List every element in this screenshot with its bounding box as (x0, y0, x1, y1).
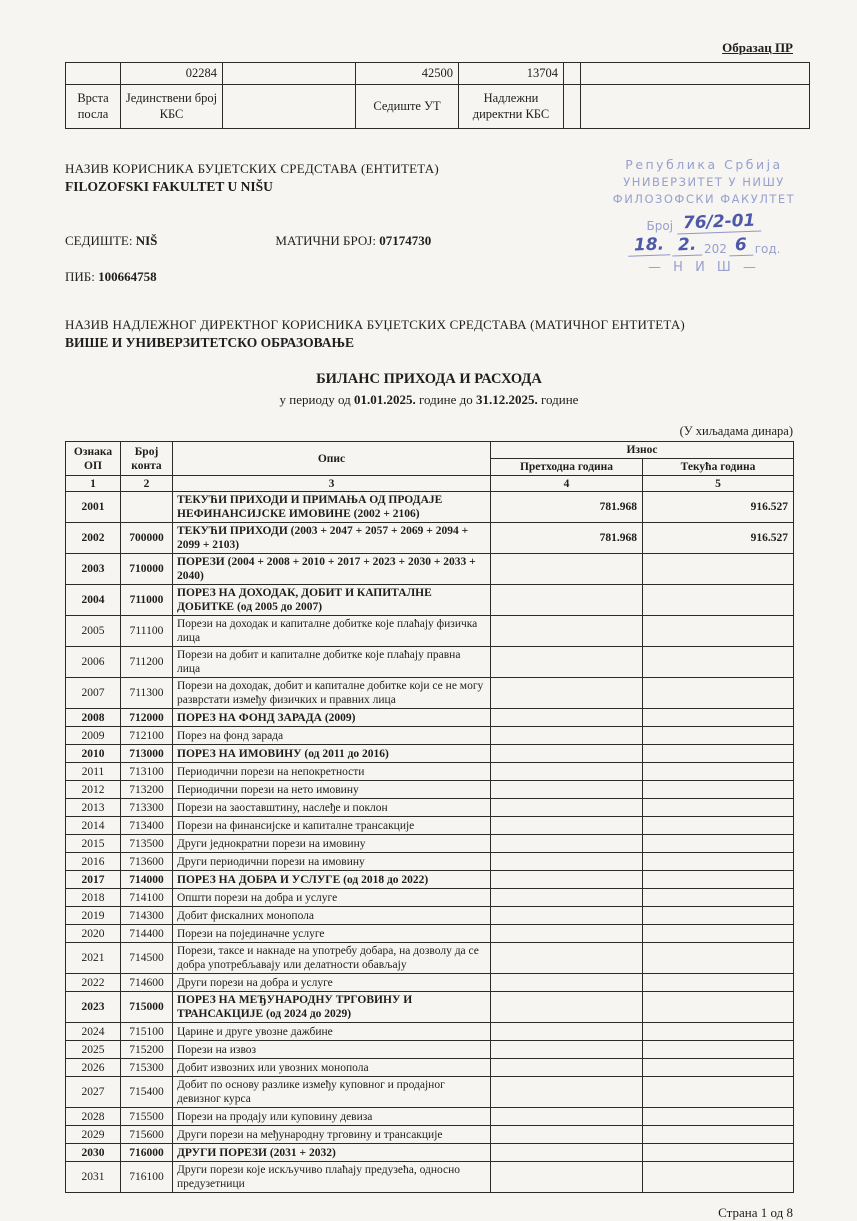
desc-cell: Порези, таксе и накнаде на употребу добара, на дозволу да се добра употребљавају или делатности обављају (173, 943, 491, 974)
op-cell: 2003 (66, 554, 121, 585)
op-cell: 2014 (66, 817, 121, 835)
konto-cell (121, 492, 173, 523)
op-cell: 2004 (66, 585, 121, 616)
op-cell: 2009 (66, 727, 121, 745)
curr-cell: 916.527 (643, 523, 794, 554)
prev-cell (491, 616, 643, 647)
form-label (65, 40, 793, 56)
konto-cell: 714000 (121, 871, 173, 889)
prev-cell (491, 781, 643, 799)
konto-cell: 715000 (121, 992, 173, 1023)
report-period (65, 392, 793, 408)
prev-cell (491, 1023, 643, 1041)
prev-cell (491, 974, 643, 992)
desc-cell: Порези на доходак, добит и капиталне добитке који се не могу разврстати између физичких и правних лица (173, 678, 491, 709)
curr-cell (643, 647, 794, 678)
col-num-4: 4 (491, 476, 643, 492)
main-table-body (66, 492, 794, 1193)
parent-entity-value: ВИШЕ И УНИВЕРЗИТЕТСКО ОБРАЗОВАЊЕ (65, 335, 355, 350)
header-prev-year: Претходна година (491, 459, 643, 476)
prev-cell (491, 1126, 643, 1144)
konto-cell: 715200 (121, 1041, 173, 1059)
desc-cell: ПОРЕЗ НА ФОНД ЗАРАДА (2009) (173, 709, 491, 727)
header-curr-year: Текућа година (643, 459, 794, 476)
prev-cell: 781.968 (491, 523, 643, 554)
curr-cell (643, 1144, 794, 1162)
prev-cell (491, 1144, 643, 1162)
curr-cell (643, 974, 794, 992)
op-cell: 2020 (66, 925, 121, 943)
table-row (66, 647, 794, 678)
desc-cell: ПОРЕЗИ (2004 + 2008 + 2010 + 2017 + 2023 + 2030 + 2033 + 2040) (173, 554, 491, 585)
prev-cell (491, 889, 643, 907)
kbs-number-label: Јединствени број КБС (121, 85, 223, 129)
konto-cell: 716100 (121, 1162, 173, 1193)
col-num-2: 2 (121, 476, 173, 492)
konto-cell: 710000 (121, 554, 173, 585)
op-cell: 2002 (66, 523, 121, 554)
curr-cell (643, 554, 794, 585)
konto-cell: 715400 (121, 1077, 173, 1108)
table-row (66, 992, 794, 1023)
blank-value (223, 63, 356, 85)
vrsta-posla-value (66, 63, 121, 85)
curr-cell (643, 1126, 794, 1144)
curr-cell (643, 1023, 794, 1041)
table-row (66, 817, 794, 835)
stamp-date-line (593, 234, 815, 256)
table-row (66, 925, 794, 943)
table-row (66, 799, 794, 817)
table-row (66, 678, 794, 709)
period-suffix: године (541, 392, 579, 407)
prev-cell (491, 1077, 643, 1108)
form-label-text: Образац ПР (722, 40, 793, 55)
wide-blank-label (581, 85, 810, 129)
stamp-country: Република Србија (625, 157, 783, 172)
seat-pair (65, 233, 157, 249)
institution-stamp (593, 157, 815, 275)
header-amount: Износ (491, 442, 794, 459)
table-row (66, 1162, 794, 1193)
konto-cell: 711100 (121, 616, 173, 647)
narrow-blank-value (564, 63, 581, 85)
prev-cell (491, 907, 643, 925)
curr-cell (643, 853, 794, 871)
konto-cell: 700000 (121, 523, 173, 554)
desc-cell: Други периодични порези на имовину (173, 853, 491, 871)
desc-cell: ПОРЕЗ НА МЕЂУНАРОДНУ ТРГОВИНУ И ТРАНСАКЦИЈЕ (од 2024 до 2029) (173, 992, 491, 1023)
desc-cell: Порези на заоставштину, наслеђе и поклон (173, 799, 491, 817)
curr-cell (643, 817, 794, 835)
konto-cell: 714500 (121, 943, 173, 974)
konto-cell: 714300 (121, 907, 173, 925)
nadlezni-kbs-label: Надлежни директни КБС (459, 85, 564, 129)
table-row (66, 492, 794, 523)
wide-blank-value (581, 63, 810, 85)
income-statement-table (65, 441, 794, 1193)
desc-cell: Порези на добит и капиталне добитке које плаћају правна лица (173, 647, 491, 678)
prev-cell (491, 853, 643, 871)
entity-name-value: FILOZOFSKI FAKULTET U NIŠU (65, 179, 273, 194)
desc-cell: Други порези на међународну трговину и трансакције (173, 1126, 491, 1144)
curr-cell (643, 678, 794, 709)
prev-cell (491, 992, 643, 1023)
prev-cell (491, 1162, 643, 1193)
prev-cell (491, 585, 643, 616)
op-cell: 2026 (66, 1059, 121, 1077)
sediste-ut-label: Седиште УТ (356, 85, 459, 129)
narrow-blank-label (564, 85, 581, 129)
curr-cell (643, 943, 794, 974)
prev-cell (491, 727, 643, 745)
prev-cell (491, 1041, 643, 1059)
report-title: БИЛАНС ПРИХОДА И РАСХОДА (316, 371, 542, 387)
curr-cell (643, 585, 794, 616)
op-cell: 2027 (66, 1077, 121, 1108)
col-num-1: 1 (66, 476, 121, 492)
desc-cell: Порези на извоз (173, 1041, 491, 1059)
table-row (66, 853, 794, 871)
curr-cell (643, 889, 794, 907)
table-row (66, 1023, 794, 1041)
stamp-year-handwritten: 6 (729, 237, 753, 257)
konto-cell: 712100 (121, 727, 173, 745)
curr-cell (643, 1041, 794, 1059)
desc-cell: ПОРЕЗ НА ИМОВИНУ (од 2011 до 2016) (173, 745, 491, 763)
curr-cell (643, 1162, 794, 1193)
prev-cell (491, 817, 643, 835)
curr-cell (643, 1108, 794, 1126)
table-row (66, 745, 794, 763)
column-numbers-row (66, 476, 794, 492)
table-row (66, 523, 794, 554)
curr-cell (643, 871, 794, 889)
op-cell: 2030 (66, 1144, 121, 1162)
table-row (66, 585, 794, 616)
op-cell: 2008 (66, 709, 121, 727)
desc-cell: Други порези на добра и услуге (173, 974, 491, 992)
table-row (66, 889, 794, 907)
registry-label: МАТИЧНИ БРОЈ: (275, 233, 376, 248)
stamp-month-handwritten: 2. (671, 236, 702, 256)
stamp-university: УНИВЕРЗИТЕТ У НИШУ (623, 175, 785, 189)
op-cell: 2023 (66, 992, 121, 1023)
registry-pair (275, 233, 431, 249)
desc-cell: Други порези које искључиво плаћају предузећа, односно предузетници (173, 1162, 491, 1193)
period-prefix: у периоду од (279, 392, 351, 407)
pib-label: ПИБ: (65, 269, 95, 284)
prev-cell (491, 678, 643, 709)
konto-cell: 711200 (121, 647, 173, 678)
table-row (66, 781, 794, 799)
header-desc: Опис (173, 442, 491, 476)
curr-cell (643, 799, 794, 817)
table-header (66, 442, 794, 492)
table-row (66, 974, 794, 992)
prev-cell (491, 709, 643, 727)
table-row (66, 1077, 794, 1108)
op-cell: 2017 (66, 871, 121, 889)
konto-cell: 713200 (121, 781, 173, 799)
konto-cell: 711300 (121, 678, 173, 709)
op-cell: 2005 (66, 616, 121, 647)
header-konto: Број конта (121, 442, 173, 476)
desc-cell: ТЕКУЋИ ПРИХОДИ И ПРИМАЊА ОД ПРОДАЈЕ НЕФИНАНСИЈСКЕ ИМОВИНЕ (2002 + 2106) (173, 492, 491, 523)
nadlezni-kbs-value: 13704 (459, 63, 564, 85)
registry-value: 07174730 (379, 233, 432, 248)
desc-cell: ПОРЕЗ НА ДОБРА И УСЛУГЕ (од 2018 до 2022) (173, 871, 491, 889)
curr-cell (643, 763, 794, 781)
op-cell: 2011 (66, 763, 121, 781)
curr-cell (643, 616, 794, 647)
konto-cell: 713400 (121, 817, 173, 835)
op-cell: 2029 (66, 1126, 121, 1144)
stamp-faculty: ФИЛОЗОФСКИ ФАКУЛТЕТ (612, 192, 796, 206)
table-row (66, 727, 794, 745)
konto-cell: 713000 (121, 745, 173, 763)
id-header-table (65, 62, 810, 129)
curr-cell: 916.527 (643, 492, 794, 523)
vrsta-posla-label: Врста посла (66, 85, 121, 129)
stamp-year-suffix: год. (754, 242, 781, 256)
desc-cell: Порези на продају или куповину девиза (173, 1108, 491, 1126)
konto-cell: 713600 (121, 853, 173, 871)
konto-cell: 711000 (121, 585, 173, 616)
konto-cell: 716000 (121, 1144, 173, 1162)
op-cell: 2013 (66, 799, 121, 817)
prev-cell (491, 1108, 643, 1126)
curr-cell (643, 907, 794, 925)
blank-label (223, 85, 356, 129)
period-to-date: 31.12.2025. (476, 392, 538, 407)
op-cell: 2001 (66, 492, 121, 523)
prev-cell (491, 943, 643, 974)
stamp-number-line (593, 210, 815, 234)
prev-cell (491, 871, 643, 889)
table-row (66, 835, 794, 853)
desc-cell: Порез на фонд зарада (173, 727, 491, 745)
table-row (66, 1144, 794, 1162)
stamp-number-label: Број (646, 219, 674, 233)
op-cell: 2024 (66, 1023, 121, 1041)
op-cell: 2025 (66, 1041, 121, 1059)
op-cell: 2031 (66, 1162, 121, 1193)
table-row (66, 907, 794, 925)
desc-cell: Општи порези на добра и услуге (173, 889, 491, 907)
curr-cell (643, 1059, 794, 1077)
id-labels-row (66, 85, 810, 129)
parent-entity-block (65, 317, 793, 351)
curr-cell (643, 1077, 794, 1108)
desc-cell: ТЕКУЋИ ПРИХОДИ (2003 + 2047 + 2057 + 2069 + 2094 + 2099 + 2103) (173, 523, 491, 554)
desc-cell: Периодични порези на непокретности (173, 763, 491, 781)
op-cell: 2028 (66, 1108, 121, 1126)
konto-cell: 714100 (121, 889, 173, 907)
op-cell: 2016 (66, 853, 121, 871)
desc-cell: Порези на финансијске и капиталне трансакције (173, 817, 491, 835)
desc-cell: Периодични порези на нето имовину (173, 781, 491, 799)
units-note: (У хиљадама динара) (679, 424, 793, 438)
konto-cell: 713100 (121, 763, 173, 781)
table-row (66, 1059, 794, 1077)
op-cell: 2007 (66, 678, 121, 709)
prev-cell (491, 1059, 643, 1077)
stamp-number-handwritten: 76/2-01 (677, 213, 762, 235)
col-num-5: 5 (643, 476, 794, 492)
prev-cell (491, 763, 643, 781)
seat-value: NIŠ (135, 233, 158, 248)
desc-cell: Други једнократни порези на имовину (173, 835, 491, 853)
konto-cell: 713300 (121, 799, 173, 817)
id-values-row (66, 63, 810, 85)
curr-cell (643, 992, 794, 1023)
table-row (66, 871, 794, 889)
konto-cell: 712000 (121, 709, 173, 727)
stamp-city: — Н И Ш — (648, 260, 760, 275)
op-cell: 2022 (66, 974, 121, 992)
konto-cell: 713500 (121, 835, 173, 853)
prev-cell (491, 647, 643, 678)
curr-cell (643, 727, 794, 745)
entity-name-label: НАЗИВ КОРИСНИКА БУЏЕТСКИХ СРЕДСТАВА (ЕНТИТЕТА) (65, 161, 439, 176)
curr-cell (643, 835, 794, 853)
op-cell: 2012 (66, 781, 121, 799)
pib-value: 100664758 (98, 269, 157, 284)
page-number: Страна 1 од 8 (718, 1205, 793, 1221)
desc-cell: Царине и друге увозне дажбине (173, 1023, 491, 1041)
prev-cell: 781.968 (491, 492, 643, 523)
seat-label: СЕДИШТЕ: (65, 233, 133, 248)
op-cell: 2019 (66, 907, 121, 925)
curr-cell (643, 745, 794, 763)
konto-cell: 715500 (121, 1108, 173, 1126)
prev-cell (491, 799, 643, 817)
table-row (66, 554, 794, 585)
konto-cell: 715600 (121, 1126, 173, 1144)
table-row (66, 1041, 794, 1059)
table-row (66, 763, 794, 781)
prev-cell (491, 745, 643, 763)
table-row (66, 1126, 794, 1144)
table-row (66, 616, 794, 647)
prev-cell (491, 554, 643, 585)
stamp-day-handwritten: 18. (627, 236, 670, 256)
table-row (66, 1108, 794, 1126)
curr-cell (643, 925, 794, 943)
desc-cell: Порези на доходак и капиталне добитке које плаћају физичка лица (173, 616, 491, 647)
op-cell: 2006 (66, 647, 121, 678)
konto-cell: 715300 (121, 1059, 173, 1077)
desc-cell: Добит по основу разлике између куповног и продајног девизног курса (173, 1077, 491, 1108)
op-cell: 2015 (66, 835, 121, 853)
desc-cell: ДРУГИ ПОРЕЗИ (2031 + 2032) (173, 1144, 491, 1162)
prev-cell (491, 925, 643, 943)
col-num-3: 3 (173, 476, 491, 492)
konto-cell: 714600 (121, 974, 173, 992)
desc-cell: Добит фискалних монопола (173, 907, 491, 925)
sediste-ut-value: 42500 (356, 63, 459, 85)
header-op: Ознака ОП (66, 442, 121, 476)
op-cell: 2018 (66, 889, 121, 907)
op-cell: 2021 (66, 943, 121, 974)
desc-cell: ПОРЕЗ НА ДОХОДАК, ДОБИТ И КАПИТАЛНЕ ДОБИТКЕ (од 2005 до 2007) (173, 585, 491, 616)
prev-cell (491, 835, 643, 853)
curr-cell (643, 781, 794, 799)
curr-cell (643, 709, 794, 727)
table-row (66, 709, 794, 727)
parent-entity-label: НАЗИВ НАДЛЕЖНОГ ДИРЕКТНОГ КОРИСНИКА БУЏЕТСКИХ СРЕДСТАВА (МАТИЧНОГ ЕНТИТЕТА) (65, 317, 685, 332)
op-cell: 2010 (66, 745, 121, 763)
desc-cell: Порези на појединачне услуге (173, 925, 491, 943)
desc-cell: Добит извозних или увозних монопола (173, 1059, 491, 1077)
period-mid: године до (418, 392, 473, 407)
konto-cell: 715100 (121, 1023, 173, 1041)
table-row (66, 943, 794, 974)
konto-cell: 714400 (121, 925, 173, 943)
period-from-date: 01.01.2025. (353, 392, 416, 407)
entity-block (65, 157, 796, 291)
kbs-number-value: 02284 (121, 63, 223, 85)
stamp-year-printed: 202 (703, 242, 727, 256)
